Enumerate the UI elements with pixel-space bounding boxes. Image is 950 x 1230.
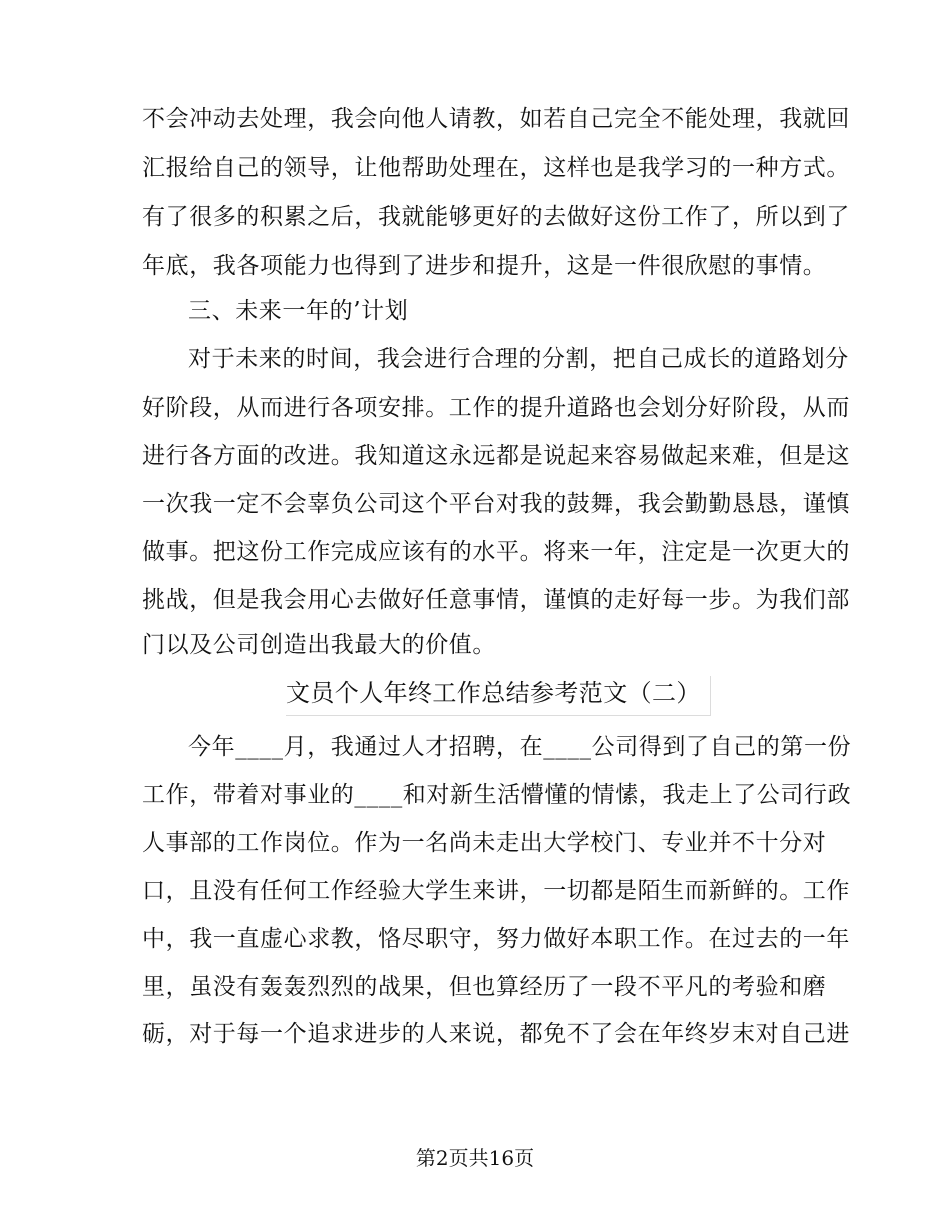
body-text-line: 一次我一定不会辜负公司这个平台对我的鼓舞，我会勤勤恳恳，谨慎 [142,491,850,517]
body-text-line: 砺，对于每一个追求进步的人来说，都免不了会在年终岁末对自己进 [142,1021,850,1047]
section-heading: 三、未来一年的’计划 [188,298,409,324]
document-section-title: 文员个人年终工作总结参考范文（二） [286,676,711,716]
page-number: 第2页共16页 [415,1146,535,1170]
body-text-line: 里，虽没有轰轰烈烈的战果，但也算经历了一段不平凡的考验和磨 [142,974,827,1000]
body-text-line: 进行各方面的改进。我知道这永远都是说起来容易做起来难，但是这 [142,443,850,469]
body-text-line: 挑战，但是我会用心去做好任意事情，谨慎的走好每一步。为我们部 [142,587,850,613]
body-text-line: 有了很多的积累之后，我就能够更好的去做好这份工作了，所以到了 [142,204,850,230]
body-text-line: 不会冲动去处理，我会向他人请教，如若自己完全不能处理，我就回 [142,106,850,132]
body-text-line: 汇报给自己的领导，让他帮助处理在，这样也是我学习的一种方式。 [142,155,850,181]
body-text-line: 做事。把这份工作完成应该有的水平。将来一年，注定是一次更大的 [142,539,850,565]
body-text-line: 中，我一直虚心求教，恪尽职守，努力做好本职工作。在过去的一年 [142,926,850,952]
body-text-line: 年底，我各项能力也得到了进步和提升，这是一件很欣慰的事情。 [142,253,827,279]
body-text-line: 对于未来的时间，我会进行合理的分割，把自己成长的道路划分 [188,346,849,372]
body-text-line: 好阶段，从而进行各项安排。工作的提升道路也会划分好阶段，从而 [142,395,850,421]
body-text-line: 今年____月，我通过人才招聘，在____公司得到了自己的第一份 [188,734,852,760]
body-text-line: 门以及公司创造出我最大的价值。 [142,632,496,658]
body-text-line: 人事部的工作岗位。作为一名尚未走出大学校门、专业并不十分对 [142,830,827,856]
body-text-line: 口，且没有任何工作经验大学生来讲，一切都是陌生而新鲜的。工作 [142,878,850,904]
body-text-line: 工作，带着对事业的____和对新生活懵懂的情愫，我走上了公司行政 [142,782,852,808]
